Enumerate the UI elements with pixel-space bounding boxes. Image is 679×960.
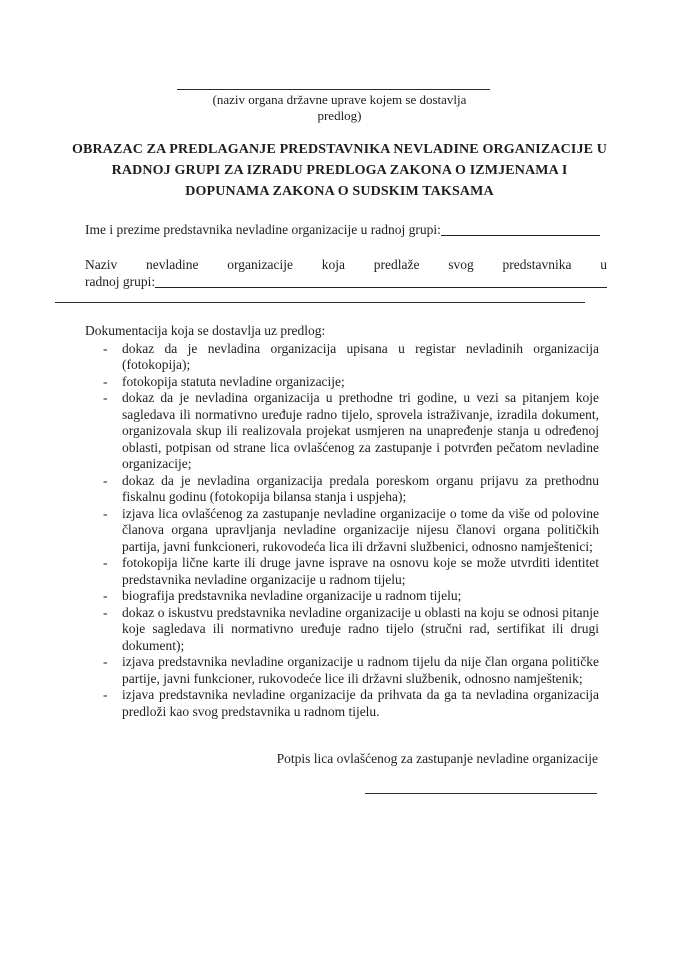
representative-name-field (85, 221, 600, 238)
documentation-item (103, 473, 599, 506)
form-title-line-1: OBRAZAC ZA PREDLAGANJE PREDSTAVNIKA NEVLADINE ORGANIZACIJE U (71, 142, 608, 157)
documentation-item-text: izjava lica ovlašćenog za zastupanje nevladine organizacije o tome da više od polovine članova organa upravljanja nevladine organizacije nijesu članovi organa političkih partija, javni funkcioneri, rukovodeća lica ili državni službenici, odnosno namještenici; (122, 505, 599, 554)
representative-name-label: Ime i prezime predstavnika nevladine organizacije u radnoj grupi: (85, 222, 441, 237)
dash-bullet: - (103, 604, 108, 620)
section-divider (55, 302, 585, 303)
documentation-item (103, 588, 599, 605)
documentation-item (103, 654, 599, 687)
documentation-item-text: fotokopija statuta nevladine organizacije; (122, 373, 345, 389)
documentation-item (103, 605, 599, 655)
organization-name-field (85, 256, 607, 290)
recipient-caption-line2: predlog) (317, 107, 362, 123)
signature-caption: Potpis lica ovlašćenog za zastupanje nevladine organizacije (276, 751, 598, 766)
documentation-item (103, 341, 599, 374)
documentation-item-text: dokaz da je nevladina organizacija upisana u registar nevladinih organizacija (fotokopija); (122, 340, 599, 372)
dash-bullet: - (103, 588, 108, 603)
documentation-item-text: dokaz da je nevladina organizacija u prethodne tri godine, u vezi sa pitanjem koje sagledava ili normativno uređuje radno tijelo, sprovela istraživanje, izradila dokument, organizovala skup ili realizovala projekat usmjeren na unapređenje stanja u određenoj oblasti, potpisan od strane lica ovlašćenog za zastupanje i potvrđen pečatom nevladine organizacije; (122, 390, 599, 471)
form-title (0, 139, 679, 202)
recipient-caption-line1: (naziv organa državne uprave kojem se dostavlja (212, 92, 467, 107)
documentation-list (0, 341, 679, 721)
dash-bullet: - (103, 373, 108, 389)
form-title-line-3: DOPUNAMA ZAKONA O SUDSKIM TAKSAMA (185, 184, 494, 199)
form-title-line-2: RADNOJ GRUPI ZA IZRADU PREDLOGA ZAKONA O IZMJENAMA I (111, 163, 568, 178)
documentation-item (103, 506, 599, 556)
dash-bullet: - (103, 687, 108, 702)
documentation-item (103, 374, 599, 391)
documentation-item (103, 390, 599, 473)
representative-name-fill-line (441, 235, 600, 236)
organization-name-line2 (85, 273, 607, 290)
recipient-authority-line (177, 89, 490, 90)
dash-bullet: - (103, 555, 108, 570)
dash-bullet: - (103, 654, 108, 669)
dash-bullet: - (103, 390, 108, 405)
documentation-item (103, 687, 599, 720)
organization-name-label: radnoj grupi: (85, 274, 156, 289)
documentation-item-text: izjava predstavnika nevladine organizacije da prihvata da ga ta nevladina organizacija predloži kao svog predstavnika u radnom tijelu. (122, 687, 599, 719)
documentation-item-text: dokaz da je nevladina organizacija predala poreskom organu prijavu za prethodnu fiskalnu godinu (fotokopija bilansa stanja i uspjeha); (122, 472, 599, 504)
signature-line (365, 793, 597, 794)
documentation-item-text: fotokopija lične karte ili druge javne isprave na osnovu koje se može utvrditi identitet predstavnika nevladine organizacije u radnom tijelu; (122, 555, 599, 587)
documentation-item (103, 555, 599, 588)
documentation-item-text: biografija predstavnika nevladine organizacije u radnom tijelu; (122, 588, 462, 603)
documentation-item-text: dokaz o iskustvu predstavnika nevladine organizacije u oblasti na koju se odnosi pitanje koje sagledava ili normativno uređuje radno tijelo (stručni rad, sertifikat ili drugi dokument); (122, 604, 599, 653)
dash-bullet: - (103, 340, 108, 356)
dash-bullet: - (103, 472, 108, 488)
documentation-item-text: izjava predstavnika nevladine organizacije u radnom tijelu da nije član organa političke partije, javni funkcioner, rukovodeće lice ili državni službenik, odnosno namještenik; (122, 654, 599, 686)
organization-name-line1: Naziv nevladine organizacije koja predlaže svog predstavnika u (85, 257, 607, 272)
dash-bullet: - (103, 505, 108, 521)
documentation-intro: Dokumentacija koja se dostavlja uz predlog: (85, 323, 326, 338)
organization-name-fill-line (155, 287, 607, 288)
